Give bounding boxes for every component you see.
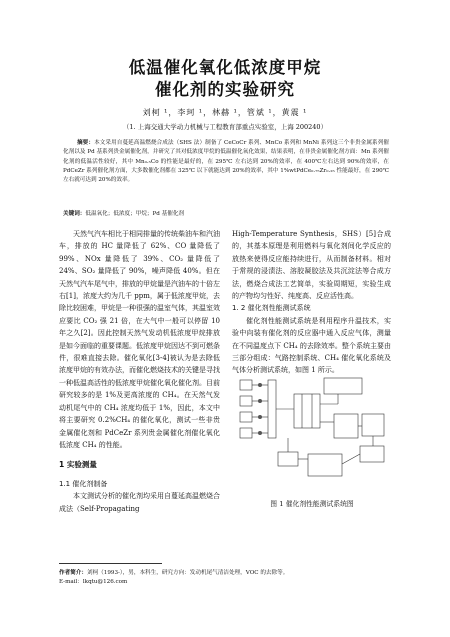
test-system-paragraph: 催化剂性能测试系统是利用程序升温技术，实验中向装有催化剂的反应器中通入反应气体，测量在不同温度点下 CH₄ 的去除效率。整个系统主要由三部分组成：气路控制系统、CH₄ 催化氧化系统及气体分析测试系统，如图 1 所示。 — [232, 316, 391, 375]
section-1-1-heading: 1.1 催化剂制备 — [59, 479, 108, 488]
authors: 刘柯 ¹，李珂 ¹，林赫 ¹，管斌 ¹，黄震 ¹ — [142, 108, 308, 117]
section-1-heading: 1 实验测量 — [59, 460, 97, 470]
abstract-label: 摘要： — [77, 140, 95, 146]
shs-paragraph: High-Temperature Synthesis，SHS）[5]合成的，其基本原理是利用燃料与氧化剂间化学反应的放热来使得反应能持续进行，从而制备材料。相对于常规的浸渍法、溶胶凝胶法及共沉淀法等合成方法，燃烧合成法工艺简单，实验周期短，实验生成的产物均匀性好、纯度高、反应活性高。 — [232, 230, 391, 301]
prep-paragraph: 本文测试分析的催化剂均采用自蔓延高温燃烧合成法（Self-Propagating — [59, 492, 220, 513]
keywords — [63, 209, 389, 217]
abstract — [63, 139, 389, 185]
affiliation: （1. 上海交通大学动力机械与工程教育部重点实验室，上海 200240） — [122, 123, 328, 131]
footnote-label: 作者简介： — [59, 570, 87, 576]
abstract-text: 本文采用自蔓延高温燃烧合成法（SHS 法）制备了 CeCoCr 系列、MnCo 系列和 MnNi 系列这三个非贵金属系列催化剂以及 Pd 基系列贵金属催化剂，并研究了其对低浓度甲烷的低温催化氧化效果，结果表明，在非贵金属催化剂方面：Mn 系列催化剂的低温活性较好，其中 Mn₀.₅Co 的性能是最好的，在 295℃ 左右达到 20%的效率，在 400℃左右达到 90%的效率，在 PdCeZr 系列催化剂方面，大多数催化剂都在 325℃ 以下就能达到 20%的效率，其中 1%wtPdCe₀.₇₅Zr₀.₂₅ 性能最好，在 290℃左右就可达到 20%的效率。 — [63, 140, 389, 184]
right-column — [232, 228, 391, 377]
footnote-divider — [59, 563, 162, 564]
intro-paragraph: 天然气汽车相比于相同排量的传统柴油车和汽油车，排放的 HC 量降低了 62%、CO 量降低了 99%、NOx 量降低了 39%、CO₂ 量降低了 24%、SO₂ 量降低了 90%，噪声降低 40%。但在天然气汽车尾气中，排放的甲烷量是汽油车的十倍左右[1]，浓度大约为几千 ppm，属于低浓度甲烷，去除比较困难，甲烷是一种很强的温室气体，其温室效应要比 CO₂ 强 21 倍，在大气中一般可以停留 10 年之久[2]。因此控制天然气发动机低浓度甲烷排放是如今面临的重要课题。低浓度甲烷因达不到可燃条件，很难直接去除。催化氧化[3-4]被认为是去除低浓度甲烷的有效办法，而催化燃烧技术的关键是寻找一种低温高活性的低浓度甲烷催化氧化催化剂。目前研究较多的是 1%及更高浓度的 CH₄。在天然气发动机尾气中的 CH₄ 浓度均低于 1%，因此，本文中将主要研究 0.2%CH₄ 的催化氧化，测试一些非贵金属催化剂和 PdCeZr 系列贵金属催化剂催化氧化低浓度 CH₄ 的性能。 — [59, 230, 220, 449]
keywords-label: 关键词： — [63, 211, 86, 217]
title-line-2: 催化剂的实验研究 — [155, 80, 295, 99]
left-column — [59, 228, 220, 515]
footnote — [59, 569, 391, 587]
keywords-text: 低温氧化；低浓度；甲烷；Pd 基催化剂 — [85, 211, 185, 217]
author-bio: 刘柯（1993-），男，本科生，研究方向：发动机尾气清洁处理，VOC 的去除等。 — [86, 570, 289, 576]
author-email: E-mail：lkqtu@126.com — [59, 579, 128, 585]
section-1-2-heading: 1. 2 催化剂性能测试系统 — [232, 304, 311, 313]
title-line-1: 低温催化氧化低浓度甲烷 — [128, 58, 322, 77]
test-system-diagram — [238, 374, 388, 494]
figure-caption: 图 1 催化剂性能测试系统图 — [270, 500, 354, 508]
